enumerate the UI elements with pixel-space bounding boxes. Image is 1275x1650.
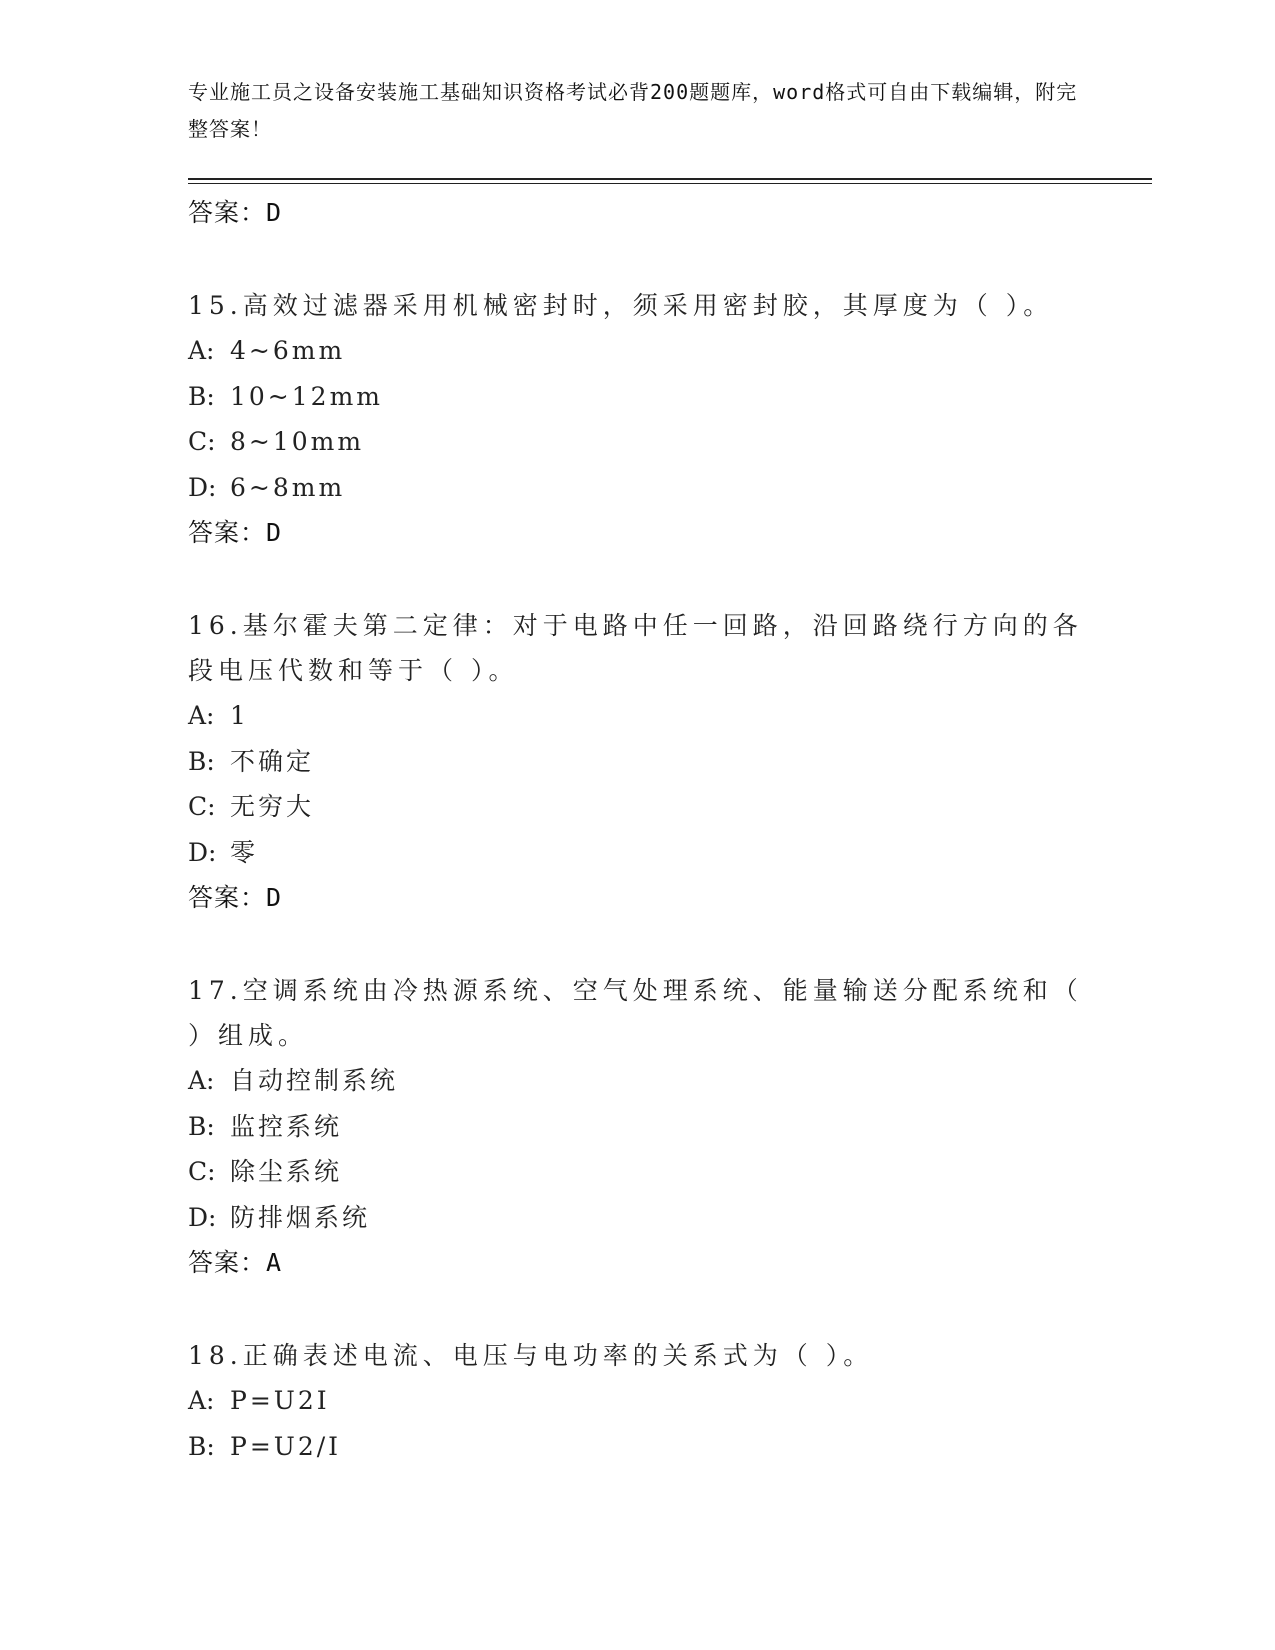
document-header-title: 专业施工员之设备安装施工基础知识资格考试必背200题题库，word格式可自由下载编辑，附完整答案！ — [188, 80, 1078, 141]
option-letter: D: — [188, 837, 217, 867]
question-16-option-b — [188, 739, 1088, 785]
option-text: 4~6mm — [230, 336, 346, 365]
option-text: 6~8mm — [230, 472, 346, 502]
question-list — [188, 190, 1088, 1469]
option-text: 监控系统 — [230, 1111, 343, 1141]
option-letter: D: — [188, 472, 217, 502]
option-text: P=U2I — [230, 1386, 330, 1415]
option-letter: A: — [188, 701, 215, 730]
option-letter: B: — [188, 746, 215, 776]
question-17-stem: 17.空调系统由冷热源系统、空气处理系统、能量输送分配系统和（ ）组成。 — [188, 976, 1083, 1050]
option-text: 不确定 — [230, 746, 315, 776]
option-text: 无穷大 — [230, 792, 315, 821]
option-letter: D: — [188, 1202, 217, 1232]
question-15-stem: 15.高效过滤器采用机械密封时，须采用密封胶，其厚度为（ ）。 — [188, 291, 1054, 320]
question-17-option-b — [188, 1104, 1088, 1150]
option-letter: A: — [188, 1386, 215, 1415]
option-letter: A: — [188, 336, 215, 365]
option-letter: B: — [188, 1431, 215, 1461]
question-16-option-d — [188, 830, 1088, 876]
option-text: 除尘系统 — [230, 1157, 343, 1186]
option-letter: B: — [188, 1111, 215, 1141]
question-18-option-b — [188, 1424, 1088, 1470]
question-16-stem: 16.基尔霍夫第二定律：对于电路中任一回路，沿回路绕行方向的各段电压代数和等于（ ）。 — [188, 611, 1083, 685]
header-divider-thick — [188, 178, 1152, 180]
question-17-option-d — [188, 1195, 1088, 1241]
option-text: P=U2/I — [230, 1431, 342, 1461]
option-letter: A: — [188, 1066, 215, 1095]
option-letter: C: — [188, 427, 216, 456]
option-letter: C: — [188, 792, 216, 821]
option-text: 防排烟系统 — [230, 1202, 371, 1232]
option-letter: B: — [188, 381, 215, 411]
question-18-option-a — [188, 1378, 1088, 1424]
previous-answer: 答案：D — [188, 198, 283, 227]
question-16-option-c — [188, 784, 1088, 830]
question-15-answer: 答案：D — [188, 518, 283, 547]
option-text: 零 — [230, 837, 259, 867]
question-17-answer: 答案：A — [188, 1248, 283, 1277]
option-text: 8~10mm — [230, 427, 365, 456]
option-text: 1 — [230, 701, 249, 730]
header-divider-thin — [188, 183, 1152, 184]
question-17-option-c — [188, 1149, 1088, 1195]
question-18-stem: 18.正确表述电流、电压与电功率的关系式为（ ）。 — [188, 1341, 874, 1370]
option-text: 自动控制系统 — [230, 1066, 399, 1095]
option-letter: C: — [188, 1157, 216, 1186]
question-17-option-a — [188, 1058, 1088, 1104]
question-15-option-b — [188, 374, 1088, 420]
question-16-answer: 答案：D — [188, 883, 283, 912]
question-15-option-c — [188, 419, 1088, 465]
option-text: 10~12mm — [230, 381, 383, 411]
question-15-option-a — [188, 328, 1088, 374]
question-15-option-d — [188, 465, 1088, 511]
question-16-option-a — [188, 693, 1088, 739]
